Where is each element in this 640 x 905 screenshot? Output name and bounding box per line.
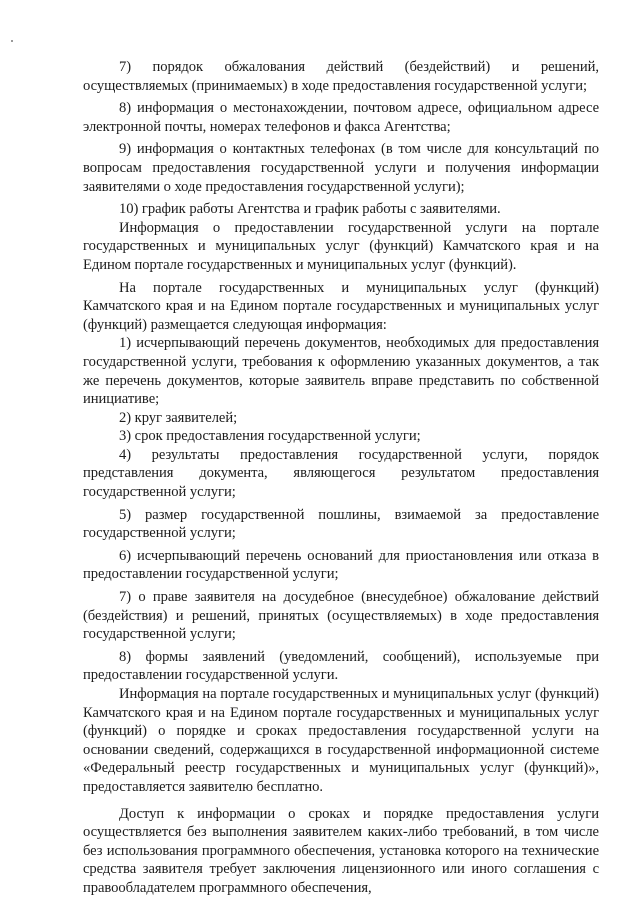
list-item-5-fee: 5) размер государственной пошлины, взимаемой за предоставление государственной услуги; bbox=[83, 506, 599, 542]
list-item-4-results: 4) результаты предоставления государственной услуги, порядок представления документа, являющегося результатом предоставления государственной услуги; bbox=[83, 446, 599, 501]
paragraph-item-10-work-schedule: 10) график работы Агентства и график работы с заявителями. bbox=[119, 201, 501, 218]
paragraph-access-conditions: Доступ к информации о сроках и порядке предоставления услуги осуществляется без выполнения заявителем каких-либо требований, в том числе без использования программного обеспечения, установка которого на технические средства заявителя требует заключения лицензионного или иного соглашения с правообладателем программного обеспечения, bbox=[83, 805, 599, 896]
list-item-7-appeal-right: 7) о праве заявителя на досудебное (внесудебное) обжалование действий (бездействия) и решений, принятых (осуществляемых) в ходе предоставления государственной услуги; bbox=[83, 589, 599, 643]
scan-speck bbox=[11, 40, 13, 42]
list-item-8-forms: 8) формы заявлений (уведомлений, сообщений), используемые при предоставлении государственной услуги. bbox=[83, 648, 599, 684]
paragraph-portal-posted-info: На портале государственных и муниципальных услуг (функций) Камчатского края и на Едином портале государственных и муниципальных услуг (функций) размещается следующая информация: bbox=[83, 279, 599, 333]
list-item-2-applicants: 2) круг заявителей; bbox=[119, 409, 238, 426]
paragraph-item-9-contact-phones: 9) информация о контактных телефонах (в том числе для консультаций по вопросам предоставления государственной услуги и получения информации заявителями о ходе предоставления государственной услуги); bbox=[83, 141, 599, 195]
paragraph-free-of-charge: Информация на портале государственных и муниципальных услуг (функций) Камчатского края и на Едином портале государственных и муниципальных услуг (функций) о порядке и сроках предоставления государственной услуги на основании сведений, содержащихся в государственной информационной системе «Федеральный реестр государственных и муниципальных услуг (функций)», предоставляется заявителю бесплатно. bbox=[83, 686, 599, 795]
list-item-6-grounds: 6) исчерпывающий перечень оснований для приостановления или отказа в предоставлении государственной услуги; bbox=[83, 547, 599, 583]
document-page bbox=[83, 58, 599, 898]
list-item-1-documents: 1) исчерпывающий перечень документов, необходимых для предоставления государственной услуги, требования к оформлению указанных документов, а так же перечень документов, которые заявитель вправе представить по собственной инициативе; bbox=[83, 335, 599, 408]
paragraph-item-7-appeal-procedure: 7) порядок обжалования действий (бездействий) и решений, осуществляемых (принимаемых) в ходе предоставления государственной услуги; bbox=[83, 59, 599, 94]
list-item-3-term: 3) срок предоставления государственной услуги; bbox=[119, 428, 421, 445]
paragraph-item-8-location-contacts: 8) информация о местонахождении, почтовом адресе, официальном адресе электронной почты, номерах телефонов и факса Агентства; bbox=[83, 100, 599, 135]
paragraph-portal-info: Информация о предоставлении государственной услуги на портале государственных и муниципальных услуг (функций) Камчатского края и на Едином портале государственных и муниципальных услуг (функций). bbox=[83, 219, 599, 273]
